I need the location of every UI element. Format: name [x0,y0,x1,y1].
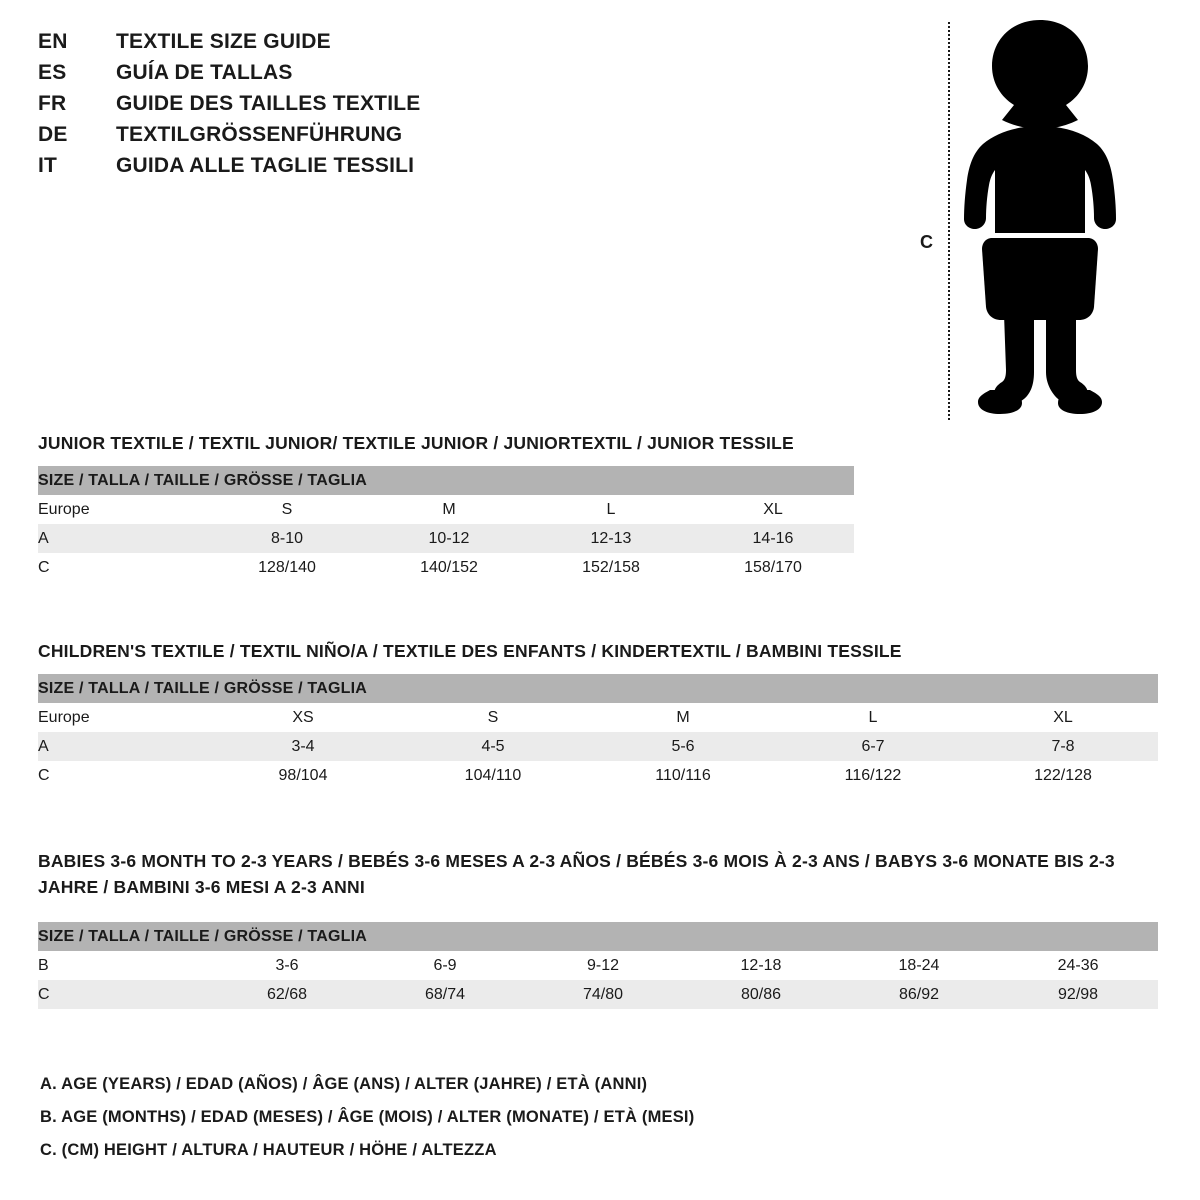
header-row-label: Europe [38,703,208,732]
cell: 128/140 [206,553,368,582]
table-row [38,951,1158,980]
language-code: ES [38,61,67,84]
language-title: GUIDE DES TAILLES TEXTILE [116,92,421,115]
table-header-row [38,495,854,524]
row-label: C [38,761,208,790]
language-row-de [38,123,738,154]
table-row [38,553,854,582]
header-cell: L [778,703,968,732]
header-row-label: Europe [38,495,206,524]
language-title: GUÍA DE TALLAS [116,61,293,84]
footnote-age-years: A. AGE (YEARS) / EDAD (AÑOS) / ÂGE (ANS) / ALTER (JAHRE) / ETÀ (ANNI) [40,1075,648,1093]
height-axis-label: C [920,232,933,252]
language-code: EN [38,30,68,53]
cell: 14-16 [692,524,854,553]
table-row [38,761,1158,790]
height-figure [900,14,1160,424]
section-title: BABIES 3-6 MONTH TO 2-3 YEARS / BEBÉS 3-6 MESES A 2-3 AÑOS / BÉBÉS 3-6 MOIS À 2-3 ANS / BABYS 3-6 MONATE BIS 2-3 JAHRE / BAMBINI 3-6 MESI A 2-3 ANNI [38,851,1115,897]
header-cell: S [398,703,588,732]
table-row [38,980,1158,1009]
cell: 3-4 [208,732,398,761]
cell: 18-24 [840,951,998,980]
cell: 5-6 [588,732,778,761]
footnote-age-months: B. AGE (MONTHS) / EDAD (MESES) / ÂGE (MOIS) / ALTER (MONATE) / ETÀ (MESI) [40,1108,695,1126]
language-row-fr [38,92,738,123]
cell: 3-6 [208,951,366,980]
cell: 7-8 [968,732,1158,761]
cell: 12-13 [530,524,692,553]
cell: 86/92 [840,980,998,1009]
table-band-row [38,466,854,495]
cell: 6-7 [778,732,968,761]
header-cell: XS [208,703,398,732]
cell: 92/98 [998,980,1158,1009]
header-cell: S [206,495,368,524]
footnotes [40,1068,1140,1167]
footnote-height: C. (CM) HEIGHT / ALTURA / HAUTEUR / HÖHE / ALTEZZA [40,1141,497,1159]
language-code: DE [38,123,68,146]
cell: 74/80 [524,980,682,1009]
row-label: C [38,553,206,582]
cell: 68/74 [366,980,524,1009]
language-title: TEXTILGRÖSSENFÜHRUNG [116,123,403,146]
cell: 152/158 [530,553,692,582]
row-label: B [38,951,208,980]
table-band-row [38,922,1158,951]
section-title: CHILDREN'S TEXTILE / TEXTIL NIÑO/A / TEXTILE DES ENFANTS / KINDERTEXTIL / BAMBINI TESSILE [38,641,902,661]
cell: 24-36 [998,951,1158,980]
table-row [38,524,854,553]
table-row [38,732,1158,761]
row-label: C [38,980,208,1009]
cell: 62/68 [208,980,366,1009]
cell: 9-12 [524,951,682,980]
language-row-en [38,30,738,61]
cell: 104/110 [398,761,588,790]
cell: 8-10 [206,524,368,553]
babies-size-table [38,922,1158,1009]
header-cell: XL [968,703,1158,732]
row-label: A [38,524,206,553]
language-row-es [38,61,738,92]
table-band-row [38,674,1158,703]
language-title-block [38,30,738,185]
children-size-table [38,674,1158,790]
header-cell: XL [692,495,854,524]
header-cell: M [368,495,530,524]
cell: 80/86 [682,980,840,1009]
band-label: SIZE / TALLA / TAILLE / GRÖSSE / TAGLIA [38,466,854,495]
header-cell: M [588,703,778,732]
language-code: IT [38,154,58,177]
cell: 122/128 [968,761,1158,790]
header-cell: L [530,495,692,524]
language-row-it [38,154,738,185]
cell: 10-12 [368,524,530,553]
cell: 110/116 [588,761,778,790]
section-junior-textile [38,430,1162,582]
section-title: JUNIOR TEXTILE / TEXTIL JUNIOR/ TEXTILE JUNIOR / JUNIORTEXTIL / JUNIOR TESSILE [38,433,794,453]
band-label: SIZE / TALLA / TAILLE / GRÖSSE / TAGLIA [38,922,1158,951]
cell: 12-18 [682,951,840,980]
cell: 158/170 [692,553,854,582]
table-header-row [38,703,1158,732]
cell: 98/104 [208,761,398,790]
language-title: TEXTILE SIZE GUIDE [116,30,331,53]
cell: 116/122 [778,761,968,790]
row-label: A [38,732,208,761]
cell: 4-5 [398,732,588,761]
cell: 140/152 [368,553,530,582]
junior-size-table [38,466,854,582]
language-code: FR [38,92,67,115]
language-title: GUIDA ALLE TAGLIE TESSILI [116,154,415,177]
cell: 6-9 [366,951,524,980]
section-childrens-textile [38,638,1162,790]
section-babies-textile [38,848,1162,1009]
band-label: SIZE / TALLA / TAILLE / GRÖSSE / TAGLIA [38,674,1158,703]
toddler-silhouette-icon [940,14,1140,424]
